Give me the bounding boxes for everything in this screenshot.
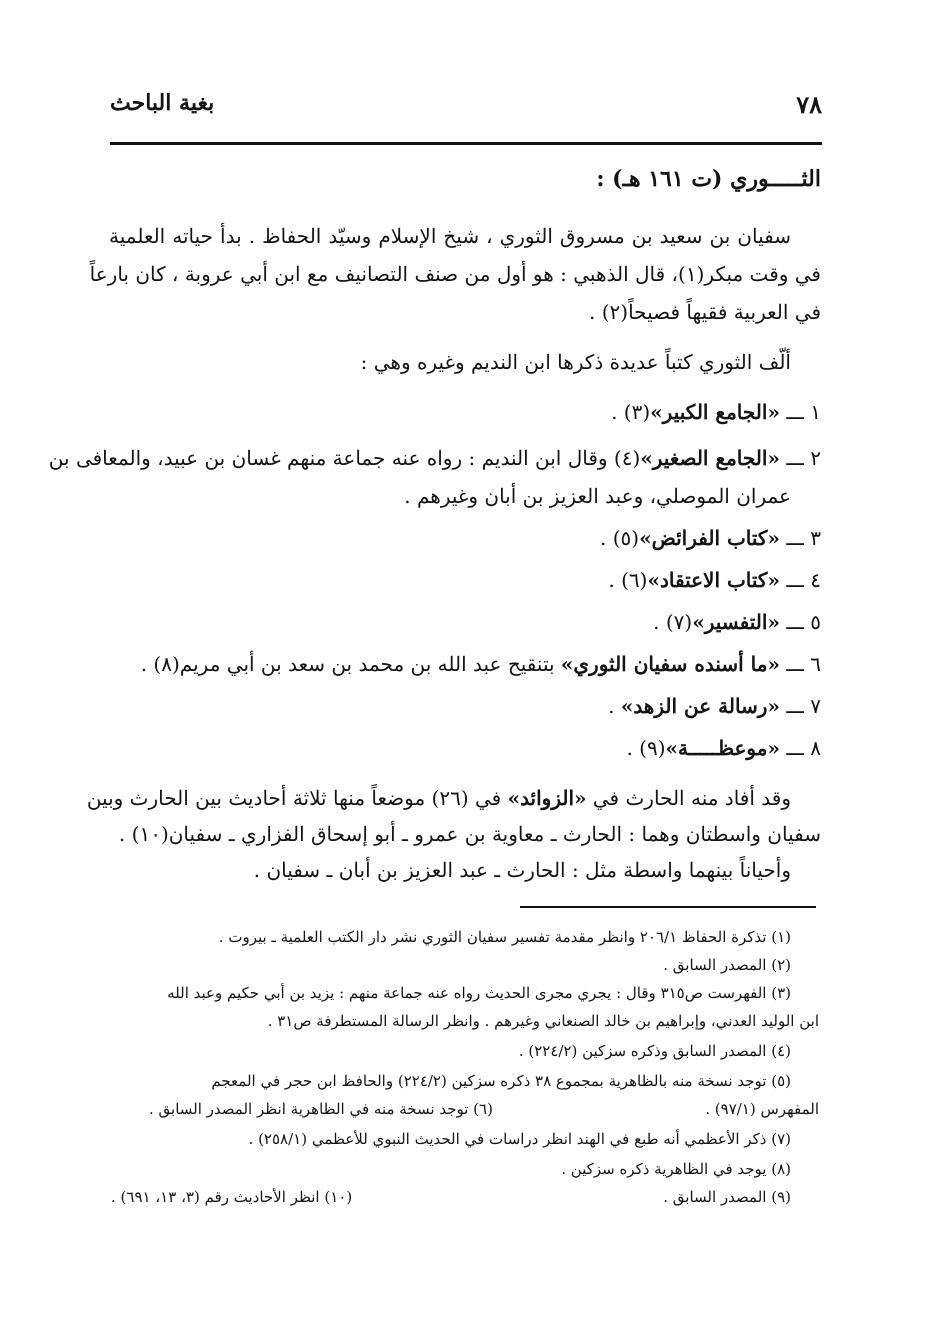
intro-text: في وقت مبكر(١)، قال الذهبي : هو أول من صنف التصانيف مع ابن أبي عروبة ، كان بارعاً bbox=[89, 262, 821, 286]
item-text: (٥) . bbox=[599, 526, 640, 550]
item-number: ٢ ـــ bbox=[786, 446, 821, 470]
book-title: «كتاب الفرائض» bbox=[639, 526, 780, 550]
footnote-4: (٤) المصدر السابق وذكره سزكين (٢٢٤/٢) . bbox=[518, 1042, 791, 1060]
book-item-5 bbox=[653, 610, 821, 634]
book-item-7 bbox=[608, 694, 821, 718]
intro-line-4: ألّف الثوري كتباً عديدة ذكرها ابن النديم وغيره وهي : bbox=[360, 350, 791, 374]
item-text: . bbox=[608, 694, 621, 718]
book-title: «ما أسنده سفيان الثوري» bbox=[560, 652, 780, 676]
page-number: ٧٨ bbox=[796, 90, 822, 119]
footnote-5: (٥) توجد نسخة منه بالظاهرية بمجموع ٣٨ ذكره سزكين (٢٢٤/٢) والحافظ ابن حجر في المعجم bbox=[211, 1072, 791, 1090]
item-number: ٥ ـــ bbox=[786, 610, 821, 634]
book-title: «موعظـــــة» bbox=[665, 736, 780, 760]
book-item-3 bbox=[600, 526, 821, 550]
footnote-8: (٨) يوجد في الظاهرية ذكره سزكين . bbox=[561, 1160, 791, 1178]
intro-line-1 bbox=[109, 224, 821, 248]
footnote-7: (٧) ذكر الأعظمي أنه طبع في الهند انظر دراسات في الحديث النبوي للأعظمي (٢٥٨/١) . bbox=[248, 1130, 791, 1148]
book-item-4 bbox=[608, 568, 821, 592]
book-title: «كتاب الاعتقاد» bbox=[647, 568, 780, 592]
footnote-6: (٦) توجد نسخة منه في الظاهرية انظر المصدر السابق . bbox=[149, 1100, 493, 1118]
closing-line-2: سفيان واسطتان وهما : الحارث ـ معاوية بن عمرو ـ أبو إسحاق الفزاري ـ سفيان(١٠) . bbox=[118, 822, 821, 846]
closing-text: في (٢٦) موضعاً منها ثلاثة أحاديث بين الحارث وبين bbox=[86, 786, 508, 810]
item-text: (٤) وقال ابن النديم : رواه عنه جماعة منهم غسان بن عبيد، والمعافى بن bbox=[48, 446, 641, 470]
book-title: «الجامع الكبير» bbox=[650, 400, 780, 424]
item-number: ٨ ـــ bbox=[786, 736, 821, 760]
closing-line-3: وأحياناً بينهما واسطة مثل : الحارث ـ عبد العزيز بن أبان ـ سفيان . bbox=[253, 858, 791, 882]
footnote-9: (٩) المصدر السابق . bbox=[663, 1188, 791, 1206]
page-header bbox=[110, 90, 822, 130]
footnote-3: (٣) الفهرست ص٣١٥ وقال : يجري مجرى الحديث رواه عنه جماعة منهم : يزيد بن أبي حكيم وعبد الله bbox=[167, 984, 791, 1002]
book-title: «الجامع الصغير» bbox=[640, 446, 780, 470]
book-item-2 bbox=[48, 446, 821, 470]
intro-line-2 bbox=[89, 262, 821, 286]
footnote-row-9-10 bbox=[111, 1188, 791, 1206]
item-text: (٩) . bbox=[626, 736, 666, 760]
item-number: ٦ ـــ bbox=[786, 652, 821, 676]
item-number: ٤ ـــ bbox=[786, 568, 821, 592]
book-title: «رسالة عن الزهد» bbox=[620, 694, 780, 718]
footnote-3-continued: ابن الوليد العدني، وإبراهيم بن خالد الصنعاني وغيرهم . وانظر الرسالة المستطرفة ص٣١ . bbox=[267, 1012, 819, 1030]
book-title: «التفسير» bbox=[692, 610, 780, 634]
footnote-5-continued: المفهرس (٩٧/١) . bbox=[705, 1100, 819, 1118]
running-title: بغية الباحث bbox=[110, 90, 215, 116]
book-item-2-continued: عمران الموصلي، وعبد العزيز بن أبان وغيرهم . bbox=[404, 484, 791, 508]
item-number: ٣ ـــ bbox=[786, 526, 821, 550]
item-text: بتنقيح عبد الله بن محمد بن سعد بن أبي مريم(٨) . bbox=[140, 652, 561, 676]
item-text: (٦) . bbox=[608, 568, 648, 592]
item-number: ٧ ـــ bbox=[786, 694, 821, 718]
item-number: ١ ـــ bbox=[786, 400, 821, 424]
book-item-6 bbox=[141, 652, 821, 676]
footnote-2: (٢) المصدر السابق . bbox=[663, 956, 791, 974]
footnote-rule bbox=[520, 906, 816, 908]
closing-line-1 bbox=[86, 786, 821, 810]
item-text: (٣) . bbox=[611, 400, 651, 424]
footnote-10: (١٠) انظر الأحاديث رقم (٣، ١٣، ٦٩١) . bbox=[111, 1188, 353, 1206]
book-item-1 bbox=[611, 400, 821, 424]
intro-line-3: في العربية فقيهاً فصيحاً(٢) . bbox=[588, 300, 821, 324]
footnote-1: (١) تذكرة الحفاظ ٢٠٦/١ وانظر مقدمة تفسير سفيان الثوري نشر دار الكتب العلمية ـ بيروت . bbox=[218, 928, 791, 946]
section-title: الثـــــوري (ت ١٦١ هـ) : bbox=[596, 166, 821, 192]
book-item-8 bbox=[626, 736, 821, 760]
header-rule bbox=[110, 142, 822, 145]
item-text: (٧) . bbox=[653, 610, 693, 634]
intro-text: سفيان بن سعيد بن مسروق الثوري ، شيخ الإسلام وسيّد الحفاظ . بدأ حياته العلمية bbox=[109, 224, 791, 248]
closing-text: وقد أفاد منه الحارث في bbox=[586, 786, 791, 810]
book-title: «الزوائد» bbox=[507, 786, 587, 810]
footnote-row-5-6 bbox=[109, 1100, 819, 1118]
